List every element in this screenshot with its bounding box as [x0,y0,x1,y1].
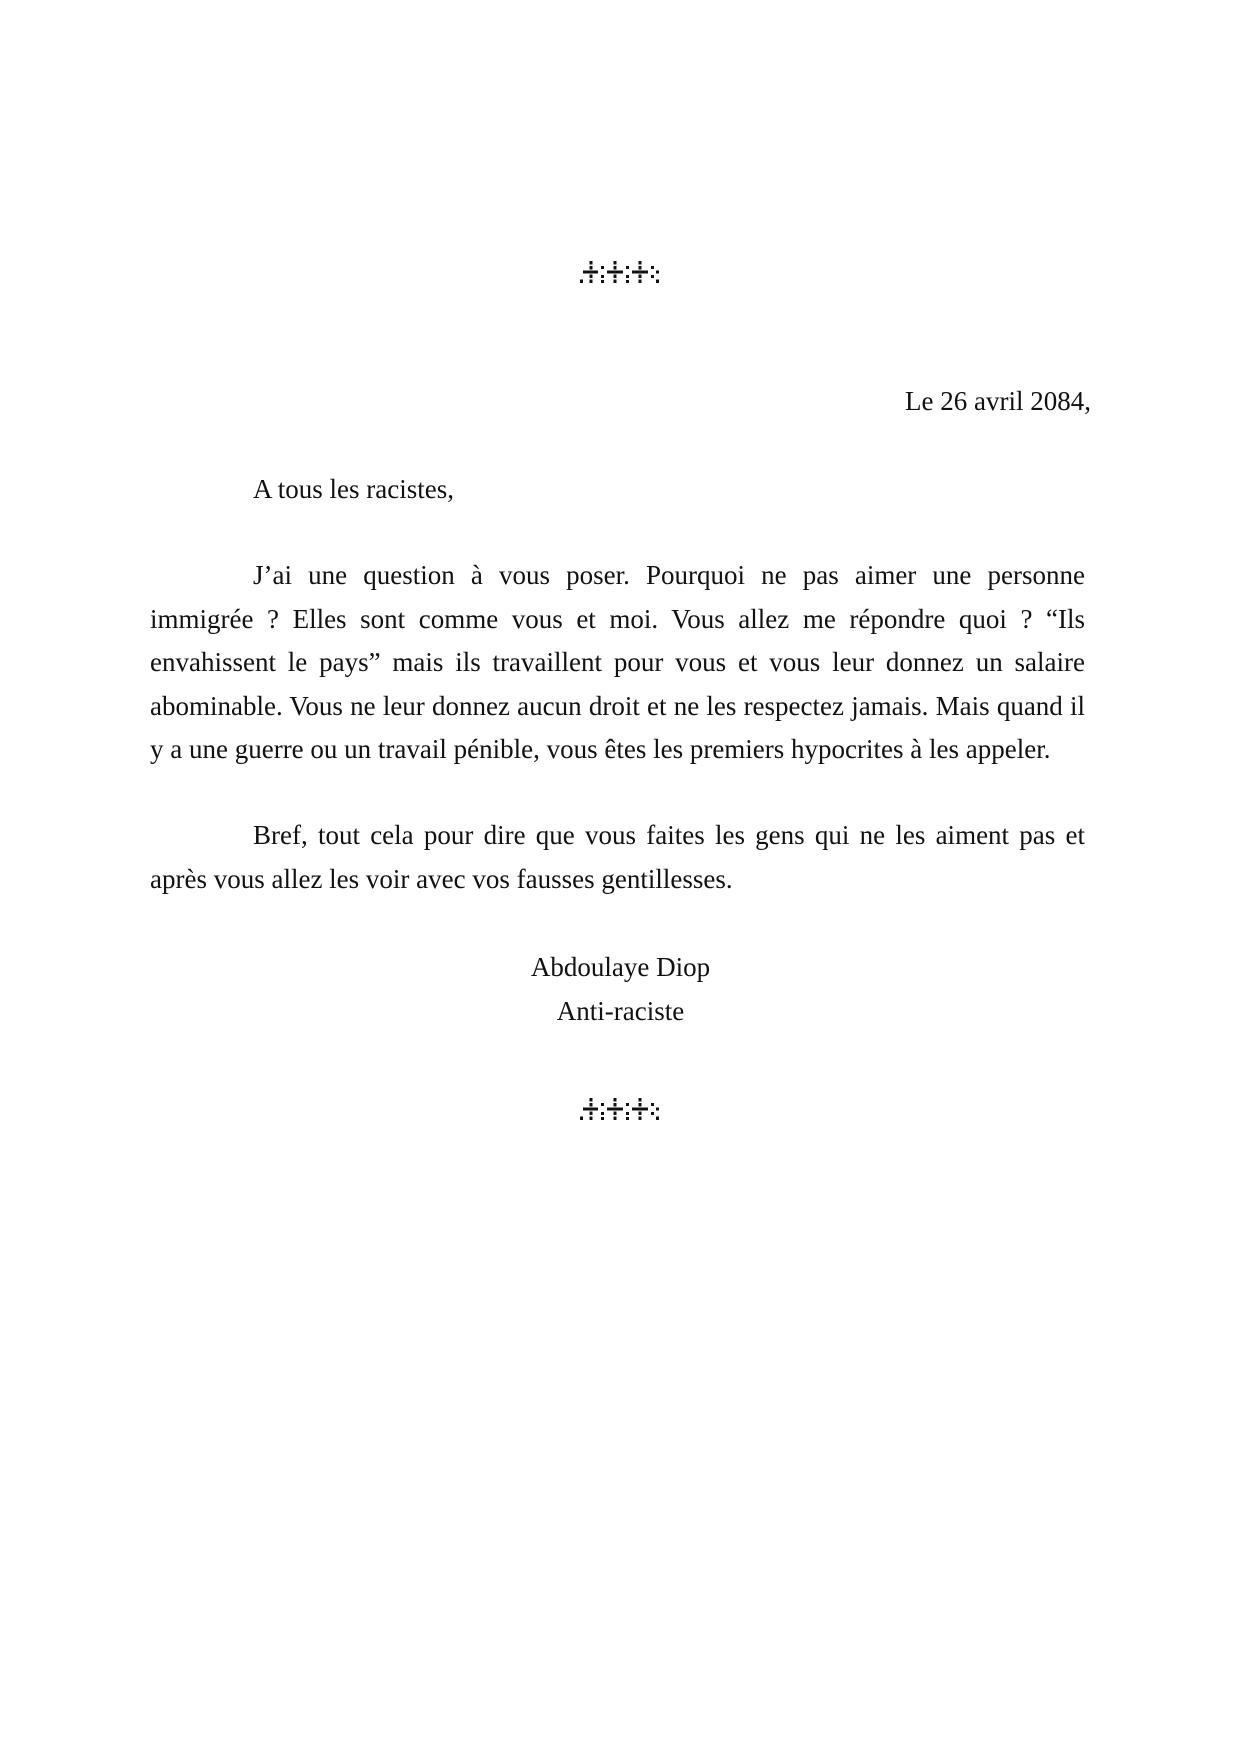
signature-title: Anti-raciste [556,996,685,1026]
body-paragraph-1: J’ai une question à vous poser. Pourquoi ne pas aimer une personne immigrée ? Elles sont comme vous et moi. Vous allez me répondre quoi ? “Ils envahissent le pays” mais ils travaillent pour vous et vous leur donnez un salaire abominable. Vous ne leur donnez aucun droit et ne les respectez jamais. Mais quand il y a une guerre ou un travail pénible, vous êtes les premiers hypocrites à les appeler. [150,560,1085,764]
letter-salutation: A tous les racistes, [253,474,454,504]
letter-date: Le 26 avril 2084, [905,386,1091,416]
signature-block [0,945,1241,1033]
signature-name: Abdoulaye Diop [530,952,711,982]
bottom-ornament-icon [580,1097,662,1125]
body-paragraph-2: Bref, tout cela pour dire que vous faites les gens qui ne les aiment pas et après vous allez les voir avec vos fausses gentillesses. [150,820,1085,894]
top-ornament-icon [580,260,662,288]
